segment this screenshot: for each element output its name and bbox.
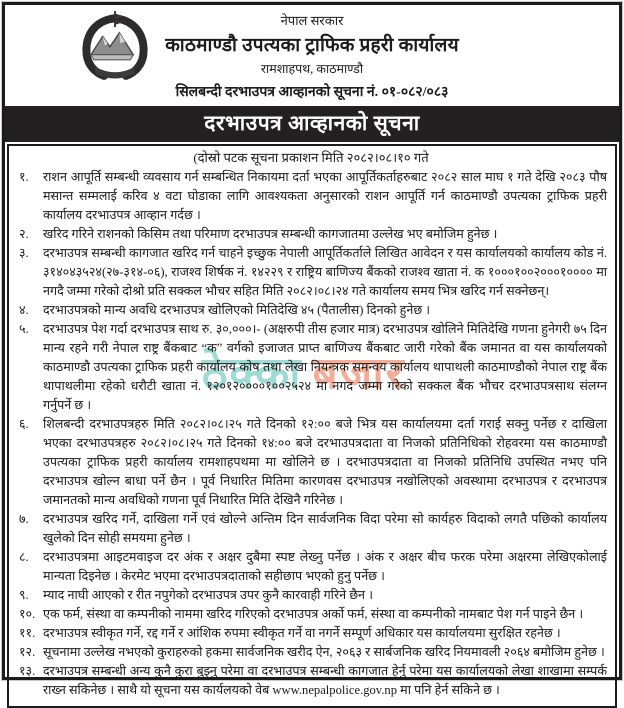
item-text: शिलबन्दी दरभाउपत्रहरु मिति २०८२।०८।२५ गते दिनको १२:०० बजे भित्र यस कार्यालयमा दर्ता गराई सक्नु पर्नेछ र दाखिला भएका दरभाउपत्रहरु २०८२।०८।२५ गते दिनको १४:०० बजे दरभाउपत्रदाता वा निजको प्रतिनिधिको रोहवरमा यस काठमाण्डौ उपत्यका ट्राफिक प्रहरी कार्यालय रामशाहपथमा मा खोलिने छ । दरभाउपत्रदाता वा निजको प्रतिनिधि उपस्थित नभए पनि दरभाउपत्र खोल्न बाधा पर्ने छैन । पूर्व निधारित मितिमा कारणवस दरभाउपत्र नखोलिएको अवस्थामा दरभाउपत्र र दरभाउपत्र जमानतको मान्य अवधिको गणना पूर्व निधारित मिति देखिनै गरिनेछ । <box>43 417 607 507</box>
item-text: एक फर्म, संस्था वा कम्पनीको नाममा खरिद गरिएको दरभाउपत्र अर्को फर्म, संस्था वा कम्पनीको नामबाट पेश गर्न पाइने छैन । <box>43 607 584 621</box>
item-number: ११. <box>19 626 36 640</box>
item-text: दरभाउपत्र सम्बन्धी अन्य कुनै कुरा बुझ्नु परेमा वा दरभाउपत्र सम्बन्धी कागजात हेर्नु परेमा यस कार्यालयको लेखा शाखामा सम्पर्क राख्न सकिनेछ । साथै यो सूचना यस कार्यलयको वेब www.nepalpolice.gov.np मा पनि हेर्न सकिने छ । <box>43 664 607 697</box>
item-text: दरभाउपत्र पेश गर्दा दरभाउपत्र साथ रु. ३०,०००।- (अक्षरुपी तीस हजार मात्र) दरभाउपत्र खोलिने मितिदेखि गणना हुनेगरी ७५ दिन मान्य रहने गरी नेपाल राष्ट्र बैंकबाट “क” वर्गको इजाजत प्राप्त बाणिज्य बैंकबाट जारी गरेको बैंक जमानत वा यस कार्यालयको काठमाण्डौ उपत्यका ट्राफिक प्रहरी कार्यालय कोष तथा लेखा नियन्त्रक समन्वय कार्यालय थापाथली काठमाण्डौको नेपाल राष्ट्र बैंक थापाथलीमा रहेको धरौटी खाता नं. १२०१२००००१००२५२४ मा नगद जम्मा गरेको सक्कल बैंक भौचर दरभाउपत्रसाथ संलग्न गर्नुपर्ने छ । <box>43 322 607 412</box>
item-number: २. <box>19 227 29 241</box>
item-number: १२. <box>19 645 36 659</box>
notice-item <box>15 624 607 643</box>
item-number: १३. <box>19 664 36 678</box>
item-text: राशन आपूर्ति सम्बन्धी व्यवसाय गर्न सम्बन्धित निकायमा दर्ता भएका आपूर्तिकर्ताहरुबाट २०८२ साल माघ १ गते देखि २०८३ पौष मसान्त सम्मलाई करिव ४ वटा घोडाका लागि आवश्यकता अनुसारको राशन आपूर्ति गर्न काठमाण्डौ उपत्यका ट्राफिक प्रहरी कार्यालय दरभाउपत्र आव्हान गर्दछ । <box>43 170 607 222</box>
item-text: दरभाउपत्र स्वीकृत गर्ने, रद्द गर्ने र आंशिक रुपमा स्वीकृत गर्ने वा नगर्ने सम्पूर्ण अधिकार यस कार्यालयमा सुरक्षित रहनेछ । <box>43 626 561 640</box>
notice-item <box>15 548 607 586</box>
item-text: दरभाउपत्र खरिद गर्ने, दाखिला गर्ने एवं खोल्ने अन्तिम दिन सार्वजनिक विदा परेमा सो कार्यहरु विदाको लगतै पछिको कार्यालय खुलेको दिन सोही समयमा हुनेछ । <box>43 512 607 545</box>
document-header <box>5 5 619 106</box>
nepal-police-emblem-icon <box>77 11 153 81</box>
notice-item <box>15 510 607 548</box>
notice-item <box>15 301 607 320</box>
item-text: खरिद गरिने राशनको किसिम तथा परिमाण दरभाउपत्र सम्बन्धी कागजातमा उल्लेख भए बमोजिम हुनेछ । <box>43 227 498 241</box>
watermark-word-2: बजार <box>312 349 406 398</box>
item-text: दरभाउपत्र सम्बन्धी कागजात खरिद गर्न चाहने इच्छुक नेपाली आपूर्तिकर्ताले लिखित आवेदन र यस कार्यालयको कार्यालय कोड नं. ३१४०४३५२४(२७-३१४-०६), राजश्व शिर्षक नं. १४२२९ र राष्ट्रिय बाणिज्य बैंकको राजश्व खाता नं. क १०००१००२०००१०००० मा नगदै जम्मा गरेको दोश्रो प्रति सक्कल भौचर सहित मिति २०८२।०८।२४ गते कार्यालय समय भित्र खरिद गर्न सक्नेछन्। <box>43 246 607 298</box>
item-number: ५. <box>19 322 29 336</box>
notice-item <box>15 320 607 415</box>
item-number: ६. <box>19 417 29 431</box>
publication-date-line: (दोस्रो पटक सूचना प्रकाशन मिति २०८२।०८।१० गते <box>193 150 429 165</box>
notice-item <box>15 225 607 244</box>
tender-notice-document <box>2 2 622 697</box>
notice-title-banner <box>5 106 619 142</box>
office-name: काठमाण्डौ उपत्यका ट्राफिक प्रहरी कार्यालय <box>165 35 459 56</box>
watermark-word-1: ठेक्का <box>201 349 303 398</box>
item-text: दरभाउपत्रको मान्य अवधि दरभाउपत्र खोलिएको मितिदेखि ४५ (पैतालीस) दिनको हुनेछ । <box>43 303 431 317</box>
notice-reference: सिलबन्दी दरभाउपत्र आव्हानको सूचना नं. ०१-०८२/०८३ <box>175 85 449 100</box>
item-text: म्याद नाघी आएको र रीत नपुगेको दरभाउपत्र उपर कुनै कारवाही गरिने छैन । <box>43 588 373 602</box>
banner-title: दरभाउपत्र आव्हानको सूचना <box>204 111 420 135</box>
office-address: रामशाहपथ, काठमाण्डौ <box>260 62 364 76</box>
government-line: नेपाल सरकार <box>280 13 344 28</box>
notice-item <box>15 168 607 225</box>
notice-item <box>15 605 607 624</box>
notice-body <box>7 144 617 708</box>
notice-item-list <box>15 168 607 700</box>
item-number: १. <box>19 170 29 184</box>
item-number: ३. <box>19 246 29 260</box>
item-number: १०. <box>19 607 36 621</box>
item-text: दरभाउपत्रमा आइटमवाइज दर अंक र अक्षर दुबैमा स्पष्ट लेख्नु पर्नेछ । अंक र अक्षर बीच फरक परेमा अक्षरमा लेखिएकोलाई मान्यता दिइनेछ । केरमेट भएमा दरभाउपत्रदाताको सहीछाप भएको हुनु पर्नेछ । <box>43 550 607 583</box>
notice-item <box>15 415 607 510</box>
item-text: सूचनामा उल्लेख नभएको कुराहरुको हकमा सार्वजनिक खरीद ऐन, २०६३ र सार्बजनिक खरिद नियमावली २०६४ बमोजिम हुनेछ । <box>43 645 605 659</box>
item-number: ४. <box>19 303 29 317</box>
notice-item <box>15 643 607 662</box>
item-number: ८. <box>19 550 29 564</box>
item-number: ७. <box>19 512 29 526</box>
notice-item <box>15 586 607 605</box>
notice-item <box>15 662 607 700</box>
item-number: ९. <box>19 588 29 602</box>
notice-item <box>15 244 607 301</box>
